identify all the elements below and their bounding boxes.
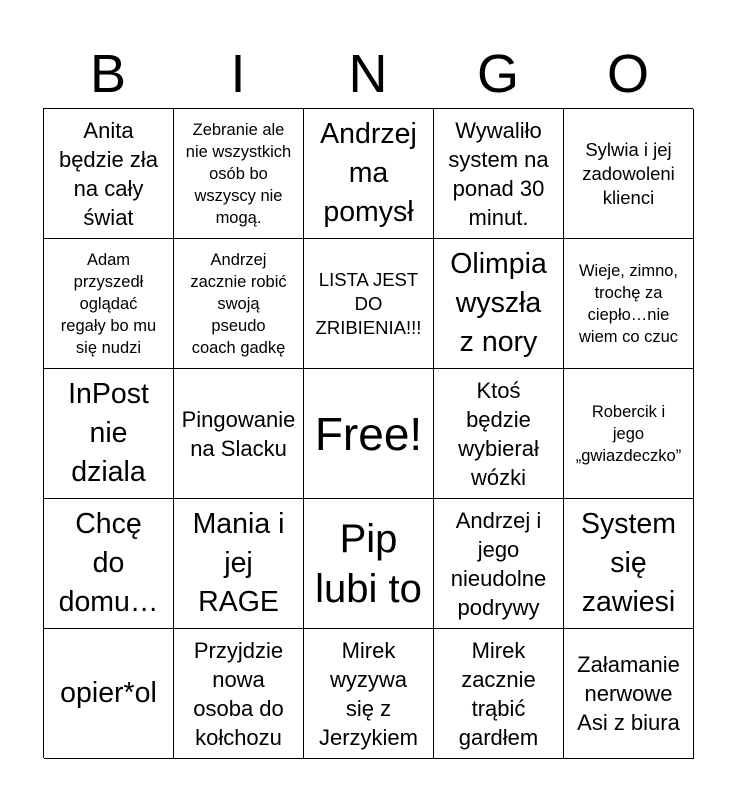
bingo-cell-r4-c3[interactable]: Pip lubi to (304, 499, 434, 629)
header-letter-i: I (230, 44, 246, 104)
bingo-cell-r2-c4[interactable]: Olimpia wyszła z nory (434, 239, 564, 369)
bingo-cell-r4-c1[interactable]: Chcę do domu… (44, 499, 174, 629)
bingo-cell-r3-c5[interactable]: Robercik i jego „gwiazdeczko” (564, 369, 694, 499)
bingo-cell-r1-c1[interactable]: Anita będzie zła na cały świat (44, 109, 174, 239)
bingo-cell-r2-c5[interactable]: Wieje, zimno, trochę za ciepło…nie wiem co czuc (564, 239, 694, 369)
bingo-cell-r1-c2[interactable]: Zebranie ale nie wszystkich osób bo wszyscy nie mogą. (174, 109, 304, 239)
header-letter-o: O (606, 44, 649, 104)
bingo-cell-r3-c2[interactable]: Pingowanie na Slacku (174, 369, 304, 499)
bingo-cell-r4-c5[interactable]: System się zawiesi (564, 499, 694, 629)
bingo-header (43, 40, 693, 108)
bingo-board (43, 108, 693, 758)
bingo-cell-r2-c2[interactable]: Andrzej zacznie robić swoją pseudo coach gadkę (174, 239, 304, 369)
bingo-cell-r1-c3[interactable]: Andrzej ma pomysł (304, 109, 434, 239)
header-letter-n: N (348, 44, 388, 104)
bingo-cell-r4-c2[interactable]: Mania i jej RAGE (174, 499, 304, 629)
bingo-cell-r5-c4[interactable]: Mirek zacznie trąbić gardłem (434, 629, 564, 759)
bingo-cell-r5-c2[interactable]: Przyjdzie nowa osoba do kołchozu (174, 629, 304, 759)
bingo-cell-free[interactable]: Free! (304, 369, 434, 499)
bingo-cell-r3-c4[interactable]: Ktoś będzie wybierał wózki (434, 369, 564, 499)
bingo-cell-r5-c5[interactable]: Załamanie nerwowe Asi z biura (564, 629, 694, 759)
bingo-cell-r3-c1[interactable]: InPost nie dziala (44, 369, 174, 499)
bingo-cell-r4-c4[interactable]: Andrzej i jego nieudolne podrywy (434, 499, 564, 629)
header-letter-g: G (476, 44, 519, 104)
bingo-cell-r5-c1[interactable]: opier*ol (44, 629, 174, 759)
header-letter-b: B (89, 44, 127, 104)
bingo-cell-r1-c4[interactable]: Wywaliło system na ponad 30 minut. (434, 109, 564, 239)
bingo-cell-r5-c3[interactable]: Mirek wyzywa się z Jerzykiem (304, 629, 434, 759)
bingo-cell-r1-c5[interactable]: Sylwia i jej zadowoleni klienci (564, 109, 694, 239)
bingo-cell-r2-c1[interactable]: Adam przyszedł oglądać regały bo mu się nudzi (44, 239, 174, 369)
bingo-cell-r2-c3[interactable]: LISTA JEST DO ZRIBIENIA!!! (304, 239, 434, 369)
